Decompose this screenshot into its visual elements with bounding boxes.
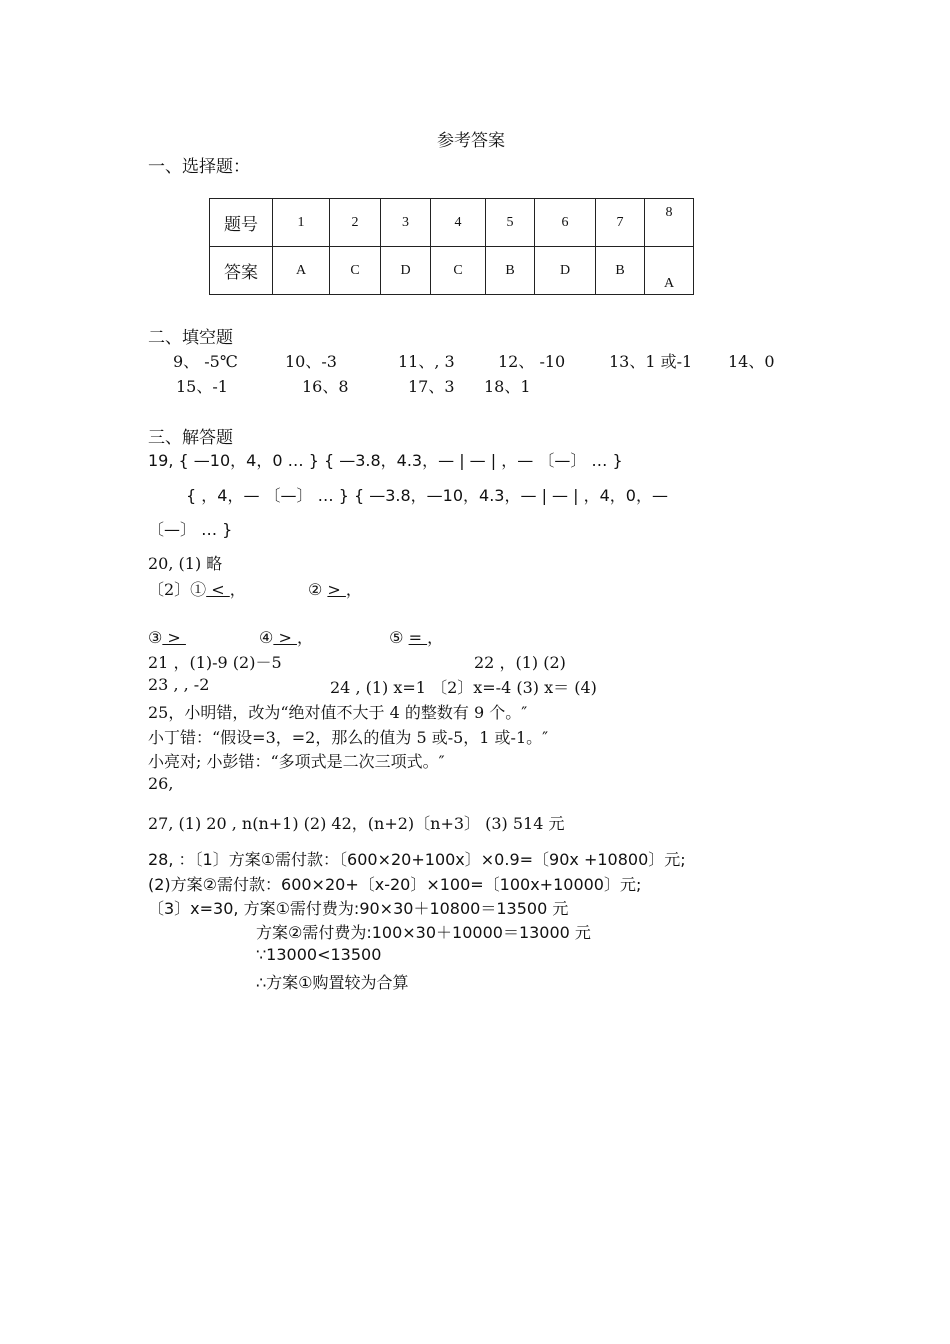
q28-line: ∵13000<13500: [256, 945, 382, 964]
fill-answer: 13、1 或-1: [609, 352, 693, 371]
row-label: 题号: [210, 199, 273, 247]
table-row: [210, 199, 694, 247]
page-title: 参考答案: [437, 131, 505, 151]
q19-line: 〔—〕 … }: [148, 520, 233, 539]
question-number: 7: [596, 199, 645, 247]
fill-answer: 9、 -5℃: [173, 352, 238, 371]
answer-table: [209, 198, 694, 295]
fill-answer: 12、 -10: [498, 352, 566, 371]
q25-line: 小丁错：“假设=3，=2，那么的值为 5 或-5，1 或-1。″: [148, 728, 549, 747]
q25-line: 小亮对; 小彭错：“多项式是二次三项式。″: [148, 752, 445, 771]
q28-line: (2)方案②需付款：600×20+〔x-20〕×100=〔100x+10000〕元;: [148, 875, 642, 894]
q20-line: 20, (1) 略: [148, 554, 223, 573]
q20-label: ④: [259, 628, 274, 647]
q19-line: 19, { —10，4，0 … } { —3.8，4.3，— | — | ，— 〔—〕 … }: [148, 451, 623, 470]
question-number-cell: [645, 199, 694, 247]
q20-label: ③: [148, 628, 163, 647]
question-number: 3: [381, 199, 431, 247]
fill-answer: 10、-3: [285, 352, 337, 371]
fill-answer: 16、8: [302, 377, 349, 396]
q20-label: ②: [307, 580, 323, 599]
row-label: 答案: [210, 247, 273, 295]
answer-cell: B: [596, 247, 645, 295]
q20-line: [148, 625, 443, 648]
q20-blank: <: [206, 580, 230, 599]
question-number: 4: [431, 199, 486, 247]
q22-line: 22 ，(1) (2): [474, 653, 566, 672]
q27-line: 27, (1) 20 , n(n+1) (2) 42，(n+2)〔n+3〕 (3) 514 元: [148, 814, 565, 833]
answer-cell: C: [431, 247, 486, 295]
q20-blank: >: [273, 628, 297, 647]
section-2-heading: 二、填空题: [148, 328, 233, 348]
answer-cell-wrapper: [645, 247, 694, 295]
question-number: 5: [486, 199, 535, 247]
q20-sep: ，: [427, 628, 444, 647]
fill-answer: 18、1: [484, 377, 531, 396]
question-number: 6: [535, 199, 596, 247]
answer-cell: A: [273, 247, 330, 295]
q20-sep: ，: [345, 580, 362, 599]
answer-cell: B: [486, 247, 535, 295]
q20-sep: ，: [229, 580, 246, 599]
q20-blank: >: [327, 580, 346, 599]
q21-line: 21 ，(1)-9 (2)－5: [148, 653, 282, 672]
question-number: 2: [330, 199, 381, 247]
table-row: [210, 247, 694, 295]
q25-line: 25，小明错，改为“绝对值不大于 4 的整数有 9 个。″: [148, 703, 528, 722]
answer-cell: D: [381, 247, 431, 295]
q19-line: { ，4，— 〔—〕 … } { —3.8，—10，4.3，— | — | ，4，0，—: [186, 486, 668, 505]
fill-answer: 15、-1: [176, 377, 228, 396]
fill-answer: 14、0: [728, 352, 775, 371]
q20-label: 〔2〕①: [148, 580, 207, 599]
q23-line: 23 , , -2: [148, 675, 210, 694]
q28-line: 28, ：〔1〕方案①需付款：〔600×20+100x〕×0.9=〔90x +10800〕元;: [148, 850, 686, 869]
q26-line: 26,: [148, 774, 174, 793]
fill-answer: 11、, 3: [398, 352, 455, 371]
q28-line: 方案②需付费为:100×30＋10000＝13000 元: [256, 923, 591, 942]
q24-line: 24 , (1) x=1 〔2〕x=-4 (3) x＝ (4): [330, 678, 597, 697]
answer-cell: A: [663, 276, 675, 291]
section-3-heading: 三、解答题: [148, 428, 233, 448]
answer-cell: C: [330, 247, 381, 295]
q20-blank: =: [408, 628, 428, 647]
question-number: 8: [665, 205, 673, 220]
q20-line: [148, 577, 362, 600]
q20-sep: ，: [296, 628, 313, 647]
section-1-heading: 一、选择题：: [148, 157, 250, 177]
q20-label: ⑤: [389, 628, 404, 647]
q28-line: ∴方案①购置较为合算: [256, 973, 409, 992]
question-number: 1: [273, 199, 330, 247]
answer-cell: D: [535, 247, 596, 295]
q28-line: 〔3〕x=30, 方案①需付费为:90×30＋10800＝13500 元: [148, 899, 569, 918]
q20-blank: >: [162, 628, 186, 647]
fill-answer: 17、3: [408, 377, 455, 396]
